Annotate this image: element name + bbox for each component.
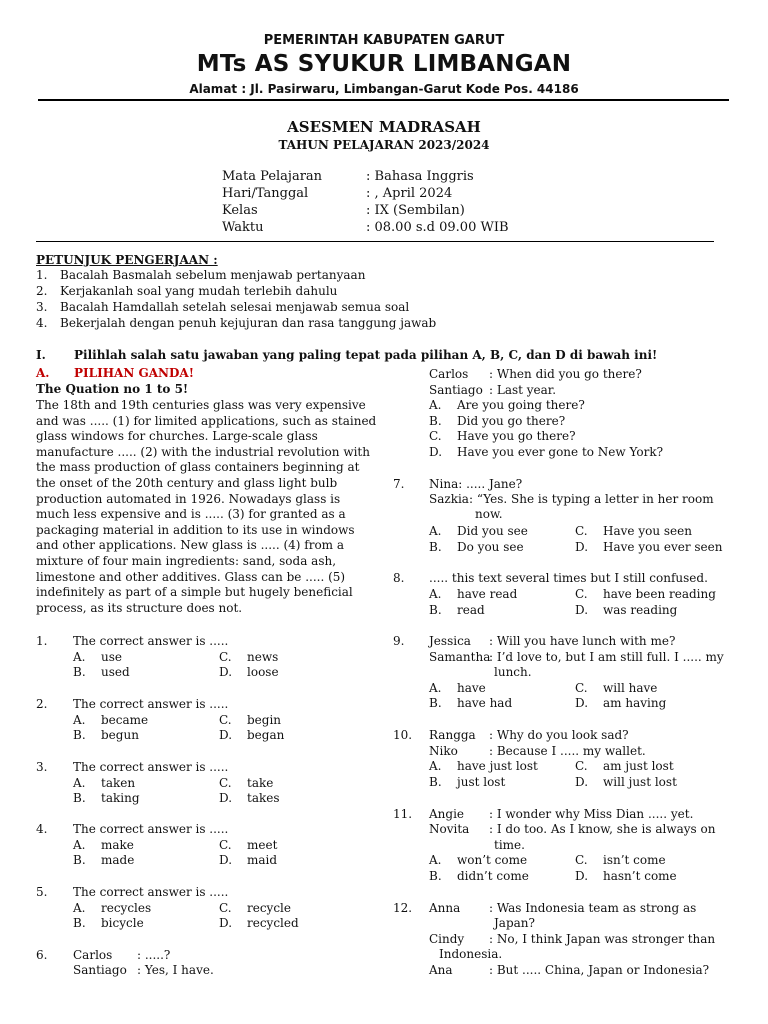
dialogue-line: : .....? bbox=[137, 948, 171, 962]
option-b[interactable]: B. didn’t come bbox=[429, 869, 529, 883]
info-subject bbox=[222, 169, 474, 186]
question-range-title: The Quation no 1 to 5! bbox=[36, 382, 189, 396]
dialogue-line: Japan? bbox=[494, 916, 535, 930]
dialogue-line: time. bbox=[494, 838, 525, 852]
dialogue-speaker: Niko bbox=[429, 744, 458, 758]
info-date bbox=[222, 186, 452, 203]
option-d[interactable]: D. am having bbox=[575, 696, 667, 710]
option-b[interactable]: B. Do you see bbox=[429, 540, 524, 554]
info-value: : IX (Sembilan) bbox=[366, 203, 465, 218]
info-value: : 08.00 s.d 09.00 WIB bbox=[366, 220, 509, 235]
passage-line: glass windows for churches. Large-scale glass bbox=[36, 429, 318, 444]
option-a[interactable]: A. Did you see bbox=[429, 524, 528, 538]
option-d[interactable]: D. loose bbox=[219, 665, 279, 679]
dialogue-line: : I do too. As I know, she is always on bbox=[489, 822, 716, 836]
question-number: 12. bbox=[393, 901, 413, 915]
info-key: Mata Pelajaran bbox=[222, 169, 323, 184]
question-number: 6. bbox=[36, 948, 48, 962]
question-number: 3. bbox=[36, 760, 48, 774]
dialogue-speaker: Anna bbox=[429, 901, 461, 915]
dialogue-speaker: Santiago bbox=[73, 963, 127, 977]
option-c[interactable]: C. am just lost bbox=[575, 759, 674, 773]
exam-title: ASESMEN MADRASAH bbox=[287, 118, 481, 136]
dialogue-line: : I’d love to, but I am still full. I ..... my bbox=[489, 650, 724, 664]
instructions-title: PETUNJUK PENGERJAAN : bbox=[36, 253, 218, 267]
option-d[interactable]: D. was reading bbox=[575, 603, 678, 617]
passage-line: and was ..... (1) for limited applications, such as stained bbox=[36, 413, 377, 428]
option-d[interactable]: D. recycled bbox=[219, 916, 299, 930]
option-a[interactable]: A. make bbox=[73, 837, 134, 852]
option-a[interactable]: A. have just lost bbox=[429, 759, 538, 773]
passage-line: limestone and other additives. Glass can be ..... (5) bbox=[36, 569, 346, 584]
dialogue-line: Indonesia. bbox=[439, 947, 503, 961]
passage-line: packaging material in addition to its use in windows bbox=[36, 522, 355, 537]
dialogue-line: : Will you have lunch with me? bbox=[489, 634, 676, 648]
subsection-heading: A. PILIHAN GANDA! bbox=[36, 366, 194, 380]
passage-line: mixture of four main ingredients: sand, soda ash, bbox=[36, 554, 337, 568]
dialogue-speaker: Angie bbox=[429, 807, 465, 821]
info-value: : Bahasa Inggris bbox=[366, 169, 474, 184]
question-number: 8. bbox=[393, 571, 405, 585]
option-c[interactable]: C. news bbox=[219, 649, 279, 664]
dialogue-line: : No, I think Japan was stronger than bbox=[489, 932, 716, 946]
option-a[interactable]: A. won’t come bbox=[429, 853, 528, 867]
option-b[interactable]: B. begun bbox=[73, 728, 139, 742]
dialogue-line: : Yes, I have. bbox=[137, 963, 214, 977]
option-c[interactable]: C. recycle bbox=[219, 900, 291, 915]
instruction-item: 1. Bacalah Basmalah sebelum menjawab pertanyaan bbox=[36, 268, 366, 282]
school-name: MTs AS SYUKUR LIMBANGAN bbox=[196, 51, 572, 77]
dialogue-line: : I wonder why Miss Dian ..... yet. bbox=[489, 807, 694, 821]
passage-line: The 18th and 19th centuries glass was very expensive bbox=[36, 398, 366, 412]
question-number: 9. bbox=[393, 634, 405, 648]
question-stem: The correct answer is ..... bbox=[73, 760, 229, 774]
passage-line: and other applications. New glass is ..... (4) from a bbox=[36, 538, 345, 553]
dialogue-line: lunch. bbox=[494, 665, 532, 679]
dialogue-line: : When did you go there? bbox=[489, 367, 642, 381]
info-divider bbox=[36, 241, 714, 242]
question-stem: ..... this text several times but I still confused. bbox=[429, 571, 708, 585]
exam-year: TAHUN PELAJARAN 2023/2024 bbox=[278, 138, 490, 152]
question-stem: The correct answer is ..... bbox=[73, 634, 229, 648]
option-b[interactable]: B. read bbox=[429, 603, 485, 617]
option-b[interactable]: B. used bbox=[73, 665, 130, 679]
option-c[interactable]: C. Have you seen bbox=[575, 524, 692, 538]
dialogue-speaker: Carlos bbox=[429, 367, 469, 381]
option-a[interactable]: A. recycles bbox=[73, 900, 152, 915]
info-value: : , April 2024 bbox=[366, 186, 453, 201]
info-key: Hari/Tanggal bbox=[222, 186, 309, 201]
option-c[interactable]: C. take bbox=[219, 775, 274, 790]
instruction-item: 4. Bekerjalah dengan penuh kejujuran dan rasa tanggung jawab bbox=[36, 316, 437, 330]
question-number: 4. bbox=[36, 822, 48, 836]
dialogue-line: Nina: ..... Jane? bbox=[429, 477, 523, 491]
option-a[interactable]: A. have bbox=[429, 681, 486, 695]
option-d[interactable]: D. began bbox=[219, 728, 285, 742]
option-c[interactable]: C. have been reading bbox=[575, 587, 716, 601]
dialogue-line: now. bbox=[475, 507, 503, 521]
passage-line: process, as its structure does not. bbox=[36, 600, 243, 615]
header-divider bbox=[38, 99, 729, 101]
option-a[interactable]: A. Are you going there? bbox=[429, 398, 585, 412]
dialogue-speaker: Rangga bbox=[429, 728, 476, 742]
school-address: Alamat : Jl. Pasirwaru, Limbangan-Garut Kode Pos. 44186 bbox=[189, 82, 579, 96]
passage-line: indefinitely as part of a simple but hugely beneficial bbox=[36, 585, 353, 600]
option-b[interactable]: B. just lost bbox=[429, 775, 506, 789]
question-stem: The correct answer is ..... bbox=[73, 822, 229, 836]
dialogue-speaker: Samantha bbox=[429, 650, 491, 664]
option-b[interactable]: B. bicycle bbox=[73, 916, 144, 930]
option-c[interactable]: C. meet bbox=[219, 837, 278, 852]
dialogue-speaker: Novita bbox=[429, 822, 470, 836]
option-b[interactable]: B. Did you go there? bbox=[429, 414, 566, 428]
passage-line: the onset of the 20th century and glass light bulb bbox=[36, 476, 338, 490]
option-c[interactable]: C. Have you go there? bbox=[429, 429, 576, 443]
passage-line: manufacture ..... (2) with the industrial revolution with bbox=[36, 444, 370, 459]
option-a[interactable]: A. became bbox=[73, 712, 149, 727]
option-c[interactable]: C. begin bbox=[219, 712, 282, 727]
dialogue-line: : But ..... China, Japan or Indonesia? bbox=[489, 963, 710, 977]
dialogue-speaker: Cindy bbox=[429, 932, 465, 946]
dialogue-line: : Because I ..... my wallet. bbox=[489, 744, 646, 758]
option-d[interactable]: D. hasn’t come bbox=[575, 869, 677, 883]
dialogue-speaker: Ana bbox=[429, 963, 453, 977]
option-b[interactable]: B. have had bbox=[429, 696, 513, 710]
passage-line: production automated in 1926. Nowadays glass is bbox=[36, 491, 341, 506]
passage-line: much less expensive and is ..... (3) for granted as a bbox=[36, 507, 346, 522]
dialogue-line: : Last year. bbox=[489, 383, 557, 397]
dialogue-line: Sazkia: “Yes. She is typing a letter in her room bbox=[429, 492, 714, 506]
info-key: Kelas bbox=[222, 203, 258, 218]
question-number: 7. bbox=[393, 477, 405, 491]
option-d[interactable]: D. Have you ever seen bbox=[575, 540, 723, 554]
dialogue-line: : Why do you look sad? bbox=[489, 728, 629, 742]
dialogue-speaker: Santiago bbox=[429, 383, 483, 397]
dialogue-line: : Was Indonesia team as strong as bbox=[489, 901, 697, 915]
question-number: 10. bbox=[393, 728, 413, 742]
option-a[interactable]: A. have read bbox=[429, 587, 518, 601]
info-time bbox=[222, 220, 509, 237]
option-a[interactable]: A. use bbox=[73, 649, 122, 664]
instruction-item: 2. Kerjakanlah soal yang mudah terlebih dahulu bbox=[36, 284, 338, 298]
option-b[interactable]: B. taking bbox=[73, 791, 140, 805]
option-c[interactable]: C. isn’t come bbox=[575, 853, 666, 867]
option-d[interactable]: D. will just lost bbox=[575, 775, 677, 789]
option-b[interactable]: B. made bbox=[73, 853, 135, 867]
question-number: 5. bbox=[36, 885, 48, 899]
option-d[interactable]: D. Have you ever gone to New York? bbox=[429, 445, 664, 459]
section-heading: I. Pilihlah salah satu jawaban yang paling tepat pada pilihan A, B, C, dan D di bawah ini! bbox=[36, 348, 658, 362]
question-number: 11. bbox=[393, 807, 413, 821]
info-key: Waktu bbox=[222, 220, 264, 235]
instruction-item: 3. Bacalah Hamdallah setelah selesai menjawab semua soal bbox=[36, 300, 410, 314]
dialogue-speaker: Carlos bbox=[73, 948, 113, 962]
option-c[interactable]: C. will have bbox=[575, 681, 658, 695]
question-stem: The correct answer is ..... bbox=[73, 697, 229, 711]
passage-line: the mass production of glass containers beginning at bbox=[36, 460, 360, 475]
info-class bbox=[222, 203, 465, 220]
question-number: 2. bbox=[36, 697, 48, 711]
question-number: 1. bbox=[36, 634, 48, 648]
option-a[interactable]: A. taken bbox=[73, 775, 136, 790]
option-d[interactable]: D. maid bbox=[219, 853, 278, 867]
question-stem: The correct answer is ..... bbox=[73, 885, 229, 899]
dialogue-speaker: Jessica bbox=[429, 634, 471, 648]
option-d[interactable]: D. takes bbox=[219, 791, 280, 805]
government-name: PEMERINTAH KABUPATEN GARUT bbox=[263, 33, 505, 48]
